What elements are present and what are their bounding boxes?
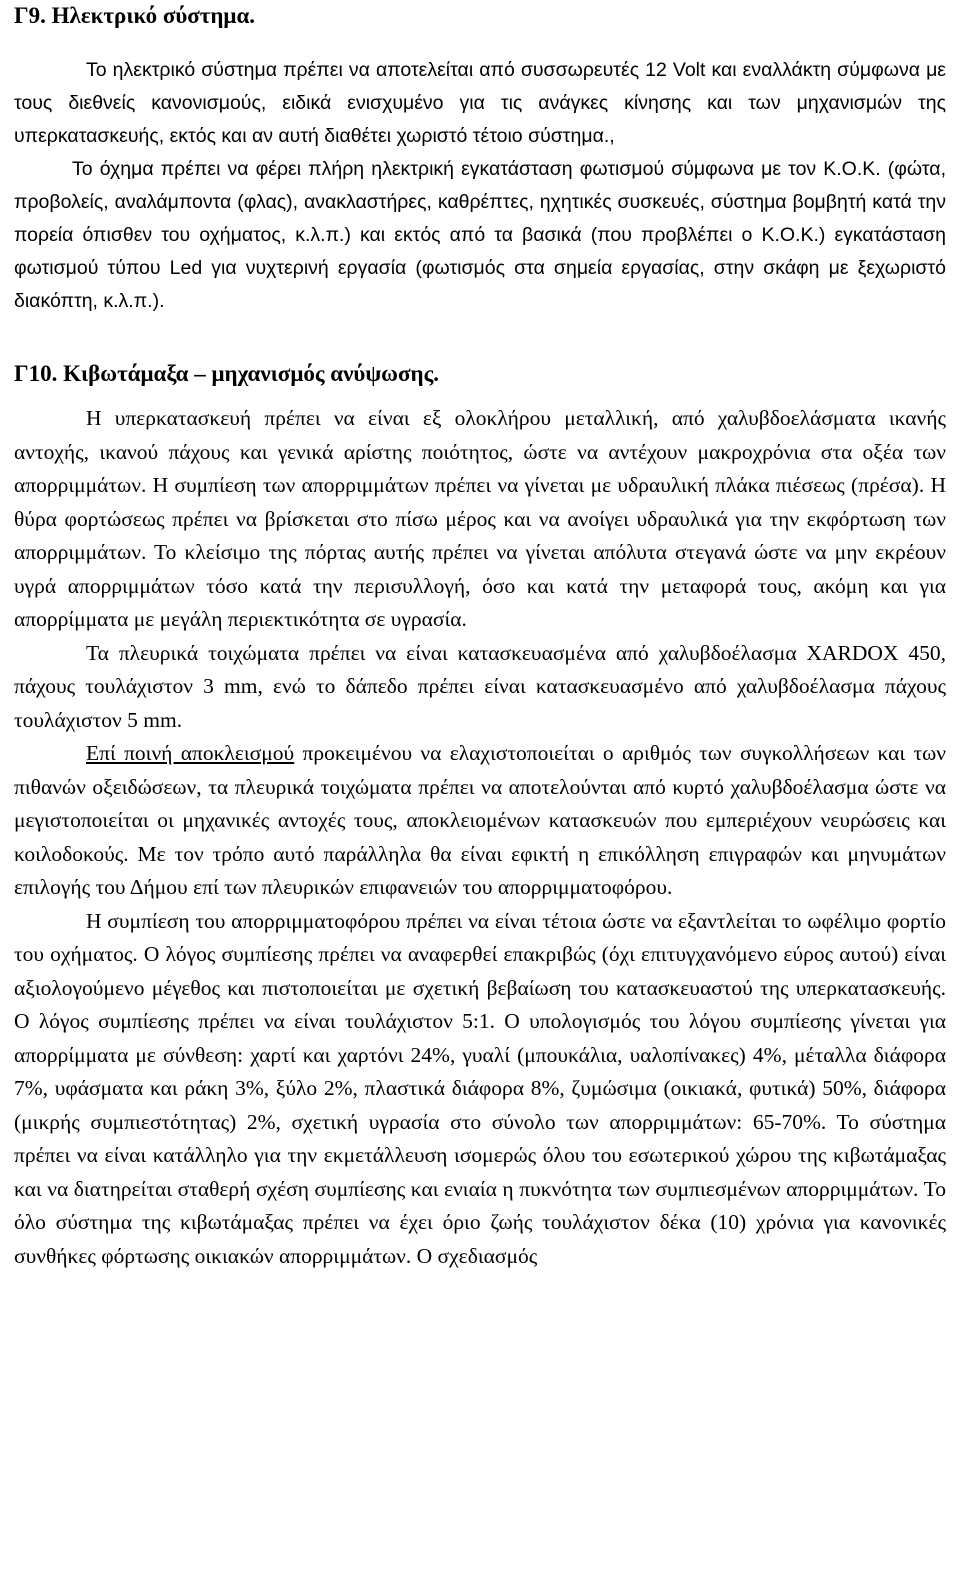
- spacer: [14, 32, 946, 54]
- paragraph-side-walls: Τα πλευρικά τοιχώματα πρέπει να είναι κατασκευασμένα από χαλυβδοέλασμα XARDOX 450, πάχους τουλάχιστον 3 mm, ενώ το δάπεδο πρέπει είναι κατασκευασμένο από χαλυβδοέλασμα πάχους τουλάχιστον 5 mm.: [14, 640, 946, 732]
- paragraph-electrical-system: Το ηλεκτρικό σύστημα πρέπει να αποτελείται από συσσωρευτές 12 Volt και εναλλάκτη σύμφωνα με τους διεθνείς κανονισμούς, ειδικά ενισχυμένο για τις ανάγκες κίνησης και των μηχανισμών της υπερκατασκευής, εκτός και αν αυτή διαθέτει χωριστό τέτοιο σύστημα.,: [14, 59, 946, 147]
- paragraph-superstructure: Η υπερκατασκευή πρέπει να είναι εξ ολοκλήρου μεταλλική, από χαλυβδοελάσματα ικανής αντοχής, ικανού πάχους και γενικά αρίστης ποιότητος, ώστε να αντέχουν μακροχρόνια στα οξέα των απορριμμάτων. Η συμπίεση των απορριμμάτων πρέπει να γίνεται με υδραυλική πλάκα πιέσεως (πρέσα). Η θύρα φορτώσεως πρέπει να βρίσκεται στο πίσω μέρος και να ανοίγει υδραυλικά για την εκφόρτωση των απορριμμάτων. Το κλείσιμο της πόρτας αυτής πρέπει να γίνεται απόλυτα στεγανά ώστε να μην εκρέουν υγρά απορριμμάτων τόσο κατά την περισυλλογή, όσο και κατά την μεταφορά τους, ακόμη και για απορρίμματα με μεγάλη περιεκτικότητα σε υγρασία.: [14, 406, 946, 631]
- exclusion-clause-text: προκειμένου να ελαχιστοποιείται ο αριθμός των συγκολλήσεων και των πιθανών οξειδώσεων, τα πλευρικά τοιχώματα πρέπει να αποτελούνται από κυρτό χαλυβδοέλασμα ώστε να μεγιστοποιείται οι μηχανικές αντοχές τους, αποκλειομένων κατασκευών που εμπεριέχουν νευρώσεις και κοιλοδοκούς. Με τον τρόπο αυτό παράλληλα θα είναι εφικτή η επικόλληση επιγραφών και μηνυμάτων επιλογής του Δήμου επί των πλευρικών επιφανειών του απορριμματοφόρου.: [14, 741, 946, 899]
- underlined-exclusion-label: Επί ποινή αποκλεισμού: [86, 741, 295, 765]
- section-heading-g10: Γ10. Κιβωτάμαξα – μηχανισμός ανύψωσης.: [14, 361, 440, 386]
- paragraph-exclusion-clause: [14, 737, 946, 905]
- spacer: [14, 390, 946, 402]
- section-heading-g9: Γ9. Ηλεκτρικό σύστημα.: [14, 3, 256, 28]
- paragraph-lighting-installation: Το όχημα πρέπει να φέρει πλήρη ηλεκτρική εγκατάσταση φωτισμού σύμφωνα με τον Κ.Ο.Κ. (φώτα, προβολείς, αναλάμποντα (φλας), ανακλαστήρες, καθρέπτες, ηχητικές συσκευές, σύστημα βομβητή κατά την πορεία όπισθεν του οχήματος, κ.λ.π.) και εκτός από τα βασικά (που προβλέπει ο Κ.Ο.Κ.) εγκατάσταση φωτισμού τύπου Led για νυχτερινή εργασία (φωτισμός στα σημεία εργασίας, στην σκάφη με ξεχωριστό διακόπτη, κ.λ.π.).: [14, 158, 946, 312]
- spacer: [14, 318, 946, 346]
- paragraph-compression-ratio: Η συμπίεση του απορριμματοφόρου πρέπει να είναι τέτοια ώστε να εξαντλείται το ωφέλιμο φορτίο του οχήματος. Ο λόγος συμπίεσης πρέπει να αναφερθεί επακριβώς (όχι επιτυγχανόμενο εύρος αυτού) είναι αξιολογούμενο μέγεθος και πιστοποιείται με σχετική βεβαίωση του κατασκευαστού της υπερκατασκευής. Ο λόγος συμπίεσης πρέπει να είναι τουλάχιστον 5:1. Ο υπολογισμός του λόγου συμπίεσης γίνεται για απορρίμματα με σύνθεση: χαρτί και χαρτόνι 24%, γυαλί (μπουκάλια, υαλοπίνακες) 4%, μέταλλα διάφορα 7%, υφάσματα και ράκη 3%, ξύλο 2%, πλαστικά διάφορα 8%, ζυμώσιμα (οικιακά, φυτικά) 50%, διάφορα (μικρής συμπιεστότητας) 2%, σχετική υγρασία στο σύνολο των απορριμμάτων: 65-70%. Το σύστημα πρέπει να είναι κατάλληλο για την εκμετάλλευση ισομερώς όλου του εσωτερικού χώρου της κιβωτάμαξας και να διατηρείται σταθερή σχέση συμπίεσης και ενιαία η πυκνότητα των συμπιεσμένων απορριμμάτων. Το όλο σύστημα της κιβωτάμαξας πρέπει να έχει όριο ζωής τουλάχιστον δέκα (10) χρόνια για κανονικές συνθήκες φόρτωσης οικιακών απορριμμάτων. Ο σχεδιασμός: [14, 908, 946, 1268]
- spacer: [14, 346, 946, 358]
